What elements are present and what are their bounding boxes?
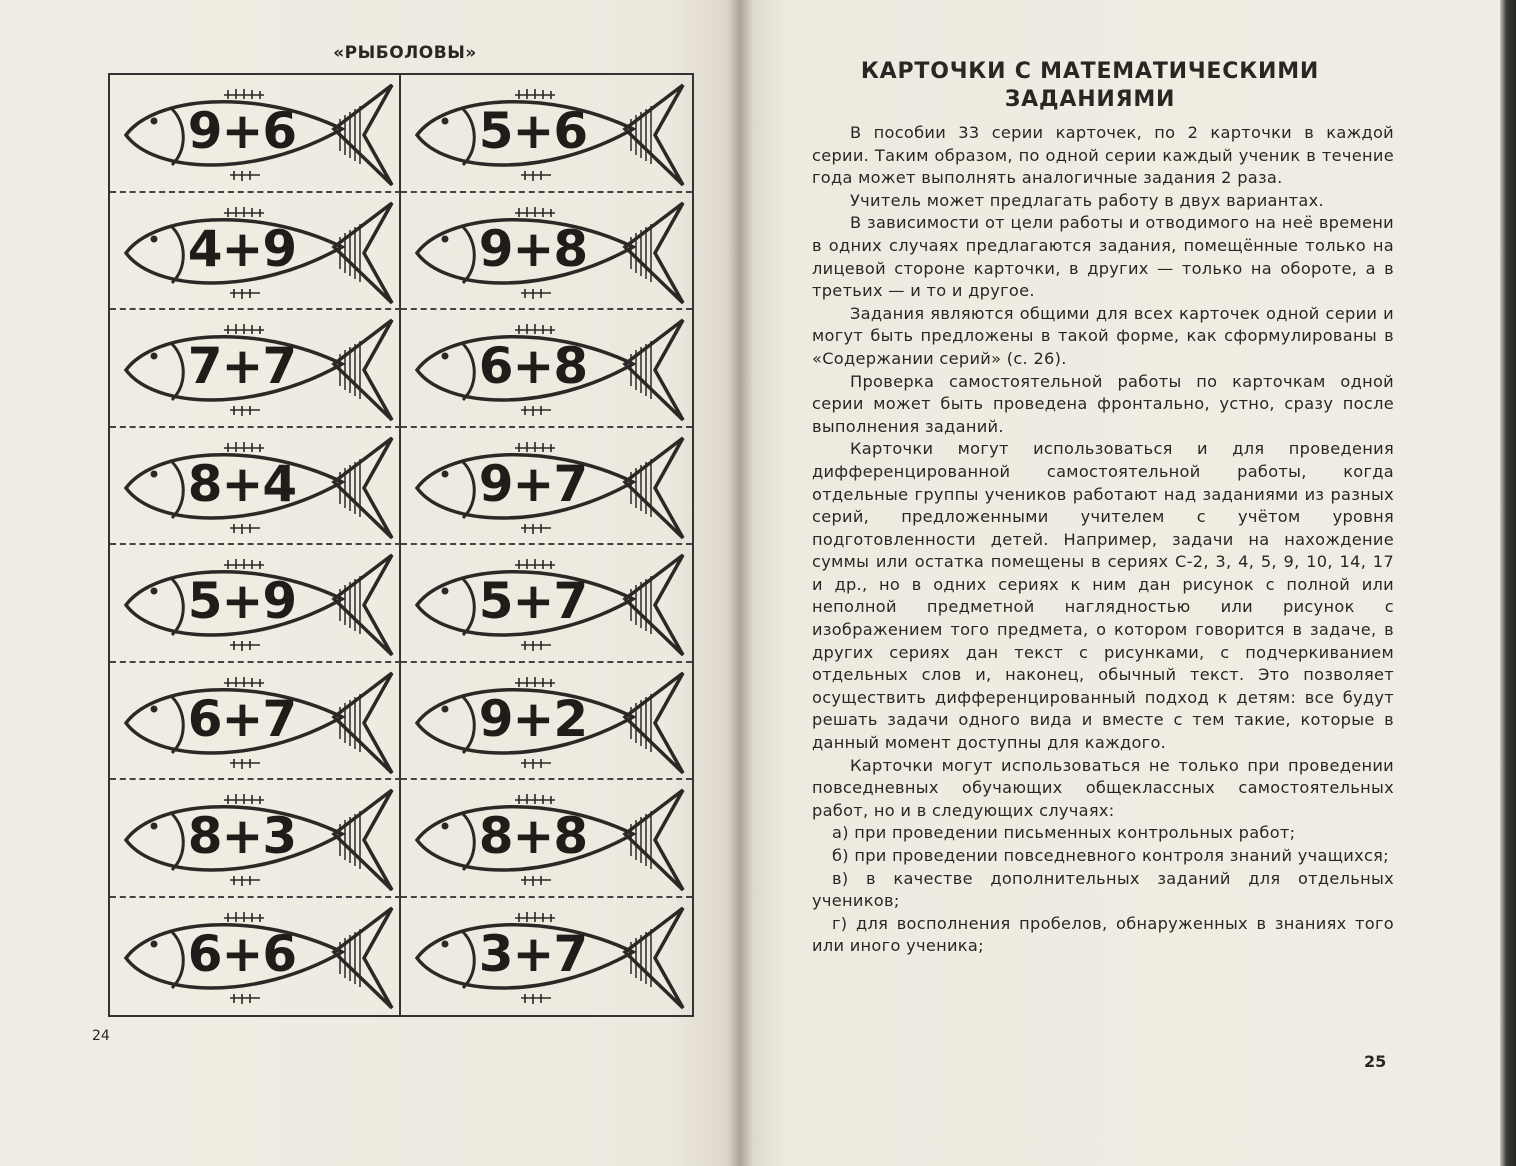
page-number-right: 25 [1364,1052,1387,1071]
fish-card [401,780,692,898]
fish-card [401,663,692,781]
fish-card [110,898,401,1016]
title-line-2: ЗАДАНИЯМИ [1004,87,1176,112]
paragraph: Карточки могут использоваться не только при проведении повседневных обучающих общеклассных самостоятельных работ, но и в следующих случаях: [812,755,1394,820]
fish-card-expression: 9+6 [187,102,297,160]
fish-card [401,428,692,546]
list-item: а) при проведении письменных контрольных работ; [832,823,1296,843]
left-page-title: «РЫБОЛОВЫ» [333,43,477,63]
fish-card-expression: 5+9 [187,572,297,630]
fish-card [401,898,692,1016]
page-number-left: 24 [92,1028,110,1044]
fish-card-expression: 8+3 [187,807,297,865]
fish-card-expression: 6+8 [478,337,588,395]
fish-card-expression: 9+8 [478,219,588,278]
fish-card-expression: 9+2 [478,689,588,748]
fish-card [401,193,692,311]
book-spine [727,0,753,1166]
fish-card [110,663,401,781]
fish-card-expression: 5+6 [478,102,588,160]
fish-card-expression: 8+8 [478,807,588,865]
fish-card-grid [108,73,694,1017]
cover-edge [1500,0,1516,1166]
fish-card-expression: 7+7 [187,337,297,395]
body-text [812,122,1394,958]
paragraph: Задания являются общими для всех карточек одной серии и могут быть предложены в такой форме, как сформулированы в «Содержании серий» (с. 26). [812,303,1394,368]
fish-card [110,428,401,546]
fish-card [401,75,692,193]
fish-card [110,75,401,193]
paragraph: Проверка самостоятельной работы по карточкам одной серии может быть проведена фронтально, устно, сразу после выполнения заданий. [812,371,1394,436]
paragraph: В зависимости от цели работы и отводимого на неё времени в одних случаях предлагаются задания, помещённые только на лицевой стороне карточки, в других — только на обороте, а в третьих — и то и другое. [812,213,1394,301]
list-item: в) в качестве дополнительных заданий для отдельных учеников; [812,868,1394,911]
left-page [0,0,740,1166]
fish-card-expression: 4+9 [187,219,297,278]
fish-card [401,545,692,663]
list-item: г) для восполнения пробелов, обнаруженных в знаниях того или иного ученика; [812,913,1394,956]
paragraph: Карточки могут использоваться и для проведения дифференцированной самостоятельной работы, когда отдельные группы учеников работают над заданиями из разных серий, предложенными учителем с учётом уровня подготовленности детей. Например, задачи на нахождение суммы или остатка помещены в сериях С-2, 3, 4, 5, 9, 10, 14, 17 и др., но в одних сериях к ним дан рисунок с полной или неполной предметной наглядностью или рисунок с изображением того предмета, о котором говорится в задаче, в других сериях дан текст с рисунками, с подчеркиванием отдельных слов и, наконец, обычный текст. Это позволяет осуществить дифференцированный подход к детям: все будут решать задачи одного вида и вместе с тем такие, которые в данный момент доступны для каждого. [812,439,1394,753]
fish-card-expression: 6+6 [187,924,297,983]
fish-card-expression: 5+7 [478,572,588,630]
fish-card-expression: 6+7 [187,689,297,748]
fish-card-expression: 8+4 [187,454,297,513]
list-item: б) при проведении повседневного контроля знаний учащихся; [832,846,1389,865]
right-page-title [840,58,1340,114]
paragraph: В пособии 33 серии карточек, по 2 карточки в каждой серии. Таким образом, по одной серии каждый ученик в течение года может выполнять аналогичные задания 2 раза. [812,123,1394,188]
title-line-1: КАРТОЧКИ С МАТЕМАТИЧЕСКИМИ [860,59,1320,84]
fish-card [110,193,401,311]
fish-card [401,310,692,428]
fish-card-expression: 3+7 [478,924,588,983]
fish-card [110,310,401,428]
fish-card [110,780,401,898]
fish-card-expression: 9+7 [478,454,588,513]
paragraph: Учитель может предлагать работу в двух вариантах. [850,190,1324,210]
fish-card [110,545,401,663]
